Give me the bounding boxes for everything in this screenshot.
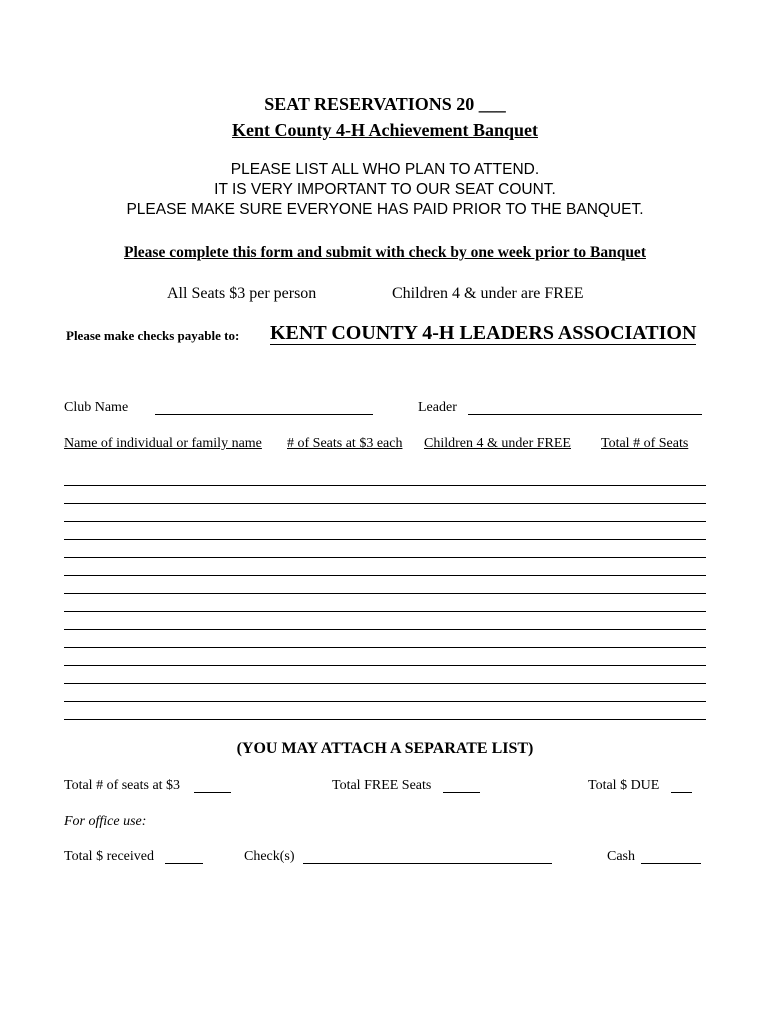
form-title: SEAT RESERVATIONS 20 ___ — [264, 94, 506, 114]
column-header-total: Total # of Seats — [601, 436, 689, 451]
entry-line[interactable] — [64, 575, 706, 576]
column-header-seats: # of Seats at $3 each — [287, 436, 403, 451]
total-due-label: Total $ DUE — [588, 778, 660, 793]
notice-line-1: PLEASE LIST ALL WHO PLAN TO ATTEND. — [230, 161, 540, 178]
entry-line[interactable] — [64, 521, 706, 522]
entry-line[interactable] — [64, 665, 706, 666]
entry-line[interactable] — [64, 683, 706, 684]
submission-instruction-text: Please complete this form and submit with check by one week prior to Banquet — [124, 244, 646, 261]
total-seats-label: Total # of seats at $3 — [64, 778, 181, 793]
attach-note: (YOU MAY ATTACH A SEPARATE LIST) — [236, 740, 534, 757]
adult-price: All Seats $3 per person — [167, 285, 317, 302]
leader-field[interactable] — [468, 402, 702, 415]
club-name-label: Club Name — [64, 400, 129, 415]
entry-line[interactable] — [64, 611, 706, 612]
entry-line[interactable] — [64, 629, 706, 630]
entry-line[interactable] — [64, 593, 706, 594]
checks-label: Check(s) — [244, 849, 295, 864]
entry-line[interactable] — [64, 701, 706, 702]
entry-line[interactable] — [64, 503, 706, 504]
leader-label: Leader — [418, 400, 457, 415]
column-header-name: Name of individual or family name — [64, 436, 262, 451]
total-received-label: Total $ received — [64, 849, 154, 864]
children-price: Children 4 & under are FREE — [392, 285, 584, 302]
entry-line[interactable] — [64, 647, 706, 648]
form-subtitle — [0, 120, 770, 141]
form-subtitle-text: Kent County 4-H Achievement Banquet — [232, 120, 538, 140]
cash-field[interactable] — [641, 851, 701, 864]
total-free-label: Total FREE Seats — [332, 778, 432, 793]
total-due-field[interactable] — [671, 780, 692, 793]
total-free-field[interactable] — [443, 780, 480, 793]
checks-field[interactable] — [303, 851, 552, 864]
cash-label: Cash — [607, 849, 635, 864]
entry-line[interactable] — [64, 485, 706, 486]
notice-line-2: IT IS VERY IMPORTANT TO OUR SEAT COUNT. — [214, 181, 556, 198]
total-seats-field[interactable] — [194, 780, 231, 793]
column-header-children: Children 4 & under FREE — [424, 436, 571, 451]
payable-label: Please make checks payable to: — [66, 328, 240, 343]
submission-instruction — [0, 244, 770, 262]
payable-name: KENT COUNTY 4-H LEADERS ASSOCIATION — [270, 322, 697, 344]
notice-line-3: PLEASE MAKE SURE EVERYONE HAS PAID PRIOR TO THE BANQUET. — [126, 201, 644, 218]
office-use-heading: For office use: — [64, 814, 147, 829]
entry-line[interactable] — [64, 539, 706, 540]
entry-line[interactable] — [64, 557, 706, 558]
total-received-field[interactable] — [165, 851, 203, 864]
club-name-field[interactable] — [155, 402, 373, 415]
entry-line[interactable] — [64, 719, 706, 720]
